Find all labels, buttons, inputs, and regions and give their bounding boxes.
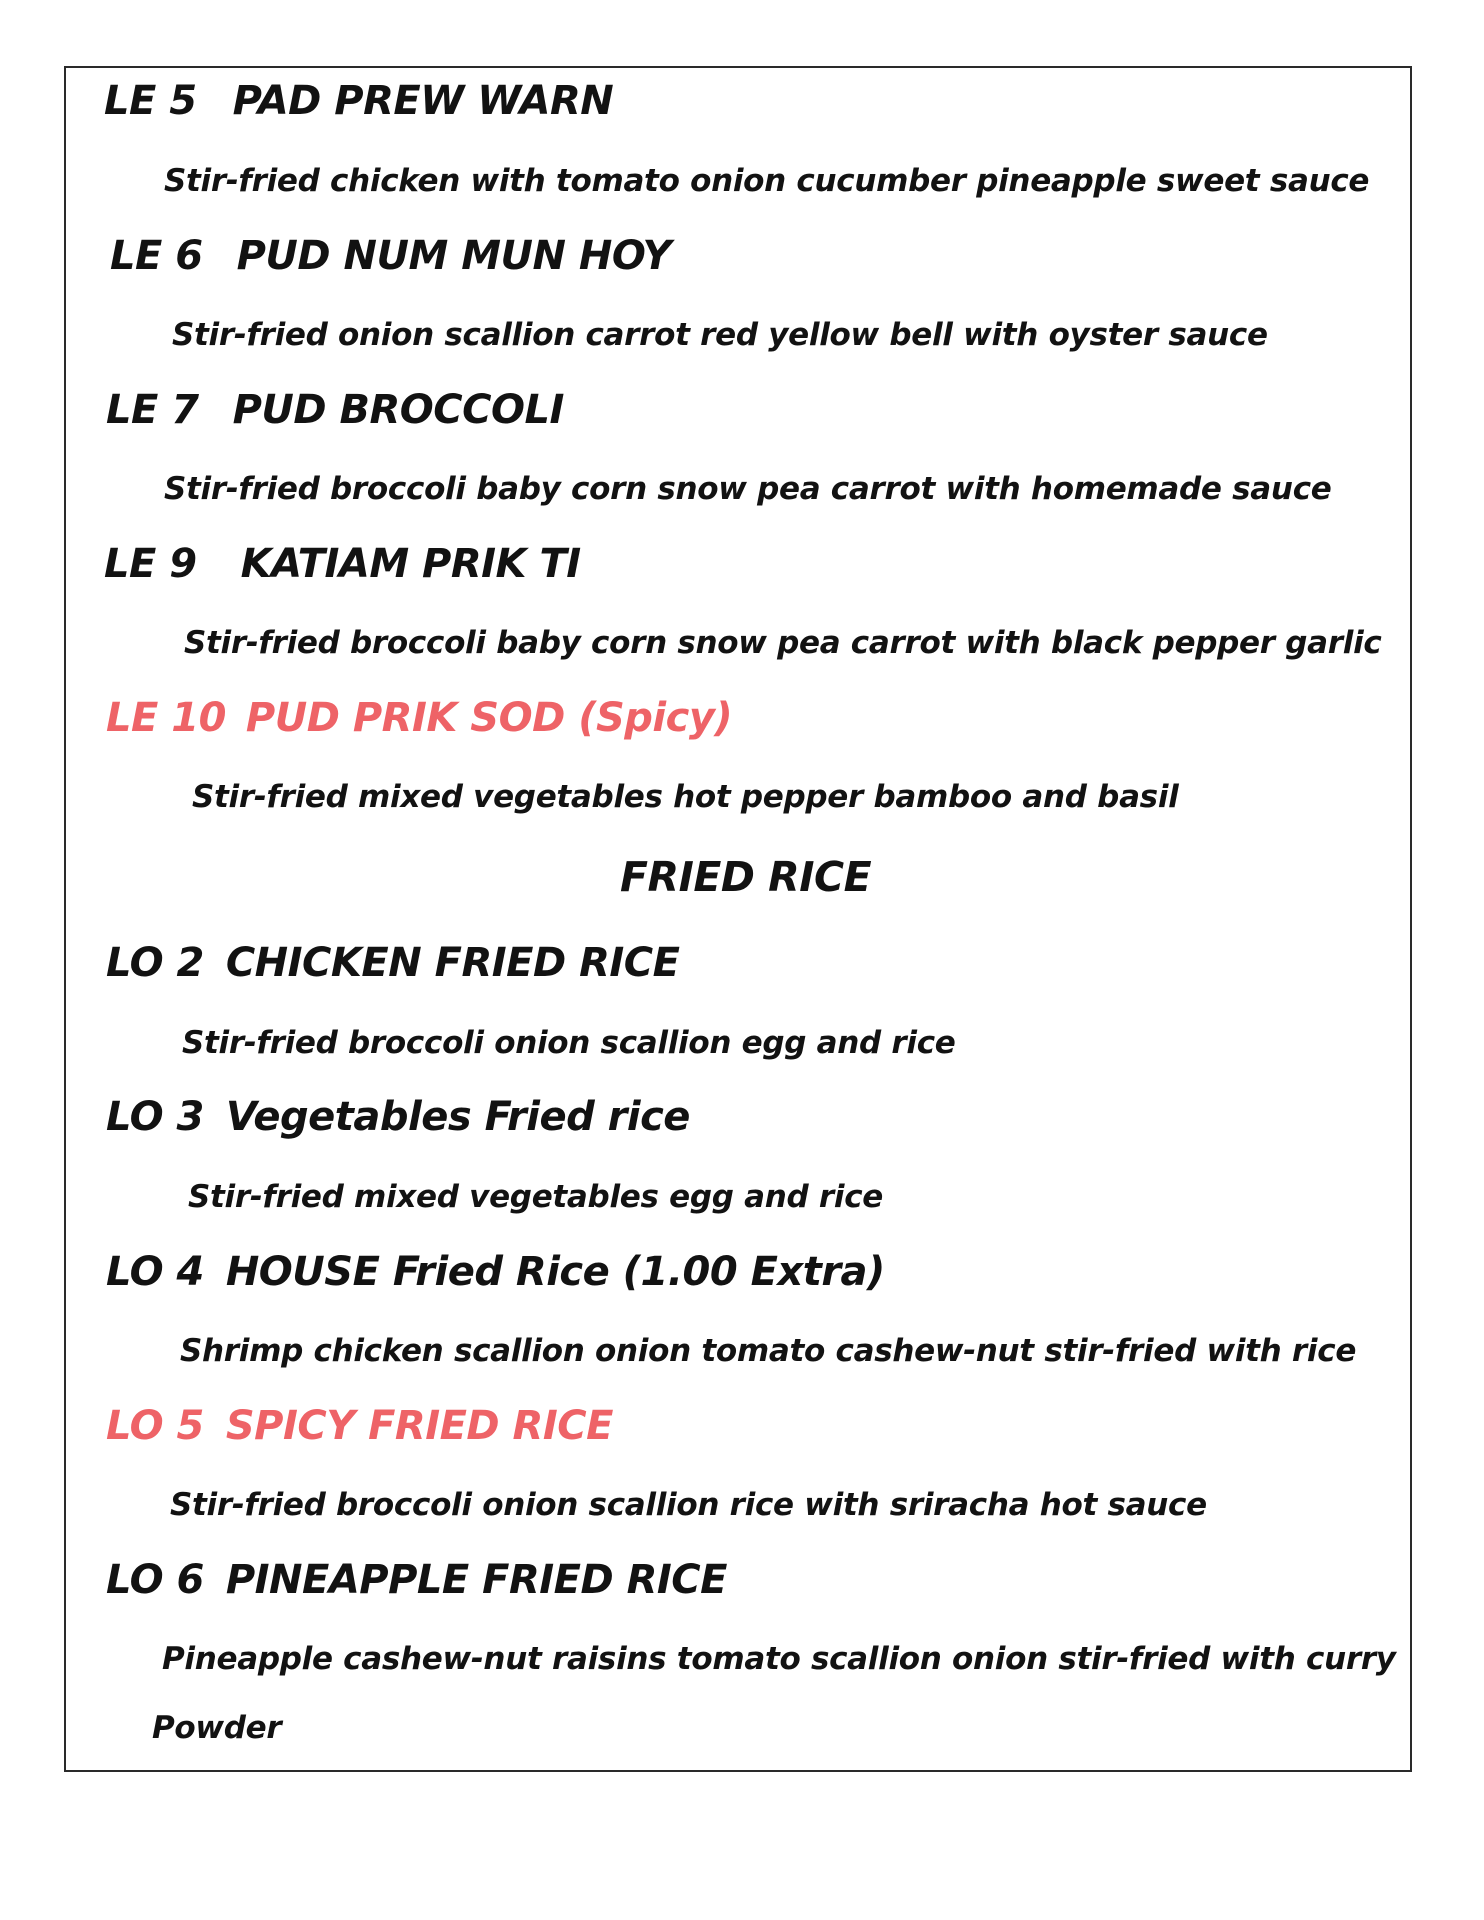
menu-item-heading	[106, 940, 679, 986]
item-description: Stir-fried mixed vegetables hot pepper bamboo and basil	[192, 779, 1179, 815]
item-name: SPICY FRIED RICE	[225, 1403, 613, 1449]
section-title-fried-rice: FRIED RICE	[620, 853, 872, 901]
menu-item-heading	[110, 233, 671, 279]
item-code: LO 3	[106, 1094, 204, 1140]
menu-item-heading	[104, 78, 613, 124]
item-description: Stir-fried onion scallion carrot red yellow bell with oyster sauce	[172, 317, 1268, 353]
item-description-continued: Powder	[152, 1710, 282, 1746]
item-description: Stir-fried mixed vegetables egg and rice	[188, 1179, 884, 1215]
item-description: Stir-fried broccoli baby corn snow pea carrot with homemade sauce	[164, 471, 1332, 507]
item-description: Pineapple cashew-nut raisins tomato scallion onion stir-fried with curry	[162, 1641, 1396, 1677]
item-description: Shrimp chicken scallion onion tomato cashew-nut stir-fried with rice	[180, 1333, 1357, 1369]
menu-item-heading	[106, 1249, 885, 1295]
item-description: Stir-fried broccoli onion scallion rice with sriracha hot sauce	[170, 1487, 1207, 1523]
menu-item-heading	[106, 1094, 690, 1140]
item-name: KATIAM PRIK TI	[240, 541, 581, 587]
item-code: LO 4	[106, 1249, 204, 1295]
item-name: CHICKEN FRIED RICE	[225, 940, 680, 986]
menu-item-heading	[106, 387, 564, 433]
item-code: LO 5	[106, 1403, 204, 1449]
item-name: Vegetables Fried rice	[225, 1094, 690, 1140]
menu-item-heading-spicy	[106, 695, 732, 741]
item-code: LE 9	[104, 541, 197, 587]
item-name: PUD PRIK SOD (Spicy)	[245, 695, 733, 741]
item-name: PUD BROCCOLI	[232, 387, 564, 433]
menu-item-heading	[106, 1557, 727, 1603]
item-code: LO 6	[106, 1557, 204, 1603]
item-description: Stir-fried broccoli baby corn snow pea carrot with black pepper garlic	[184, 625, 1382, 661]
item-code: LE 6	[110, 233, 203, 279]
item-code: LE 10	[106, 695, 226, 741]
item-name: PAD PREW WARN	[232, 78, 614, 124]
item-name: PINEAPPLE FRIED RICE	[225, 1557, 727, 1603]
item-code: LE 5	[104, 78, 197, 124]
item-code: LE 7	[106, 387, 199, 433]
menu-item-heading	[104, 541, 581, 587]
menu-item-heading-spicy	[106, 1403, 613, 1449]
item-description: Stir-fried chicken with tomato onion cucumber pineapple sweet sauce	[164, 163, 1370, 199]
item-description: Stir-fried broccoli onion scallion egg and rice	[182, 1025, 956, 1061]
item-name: PUD NUM MUN HOY	[236, 233, 671, 279]
item-name: HOUSE Fried Rice (1.00 Extra)	[225, 1249, 885, 1295]
item-code: LO 2	[106, 940, 204, 986]
